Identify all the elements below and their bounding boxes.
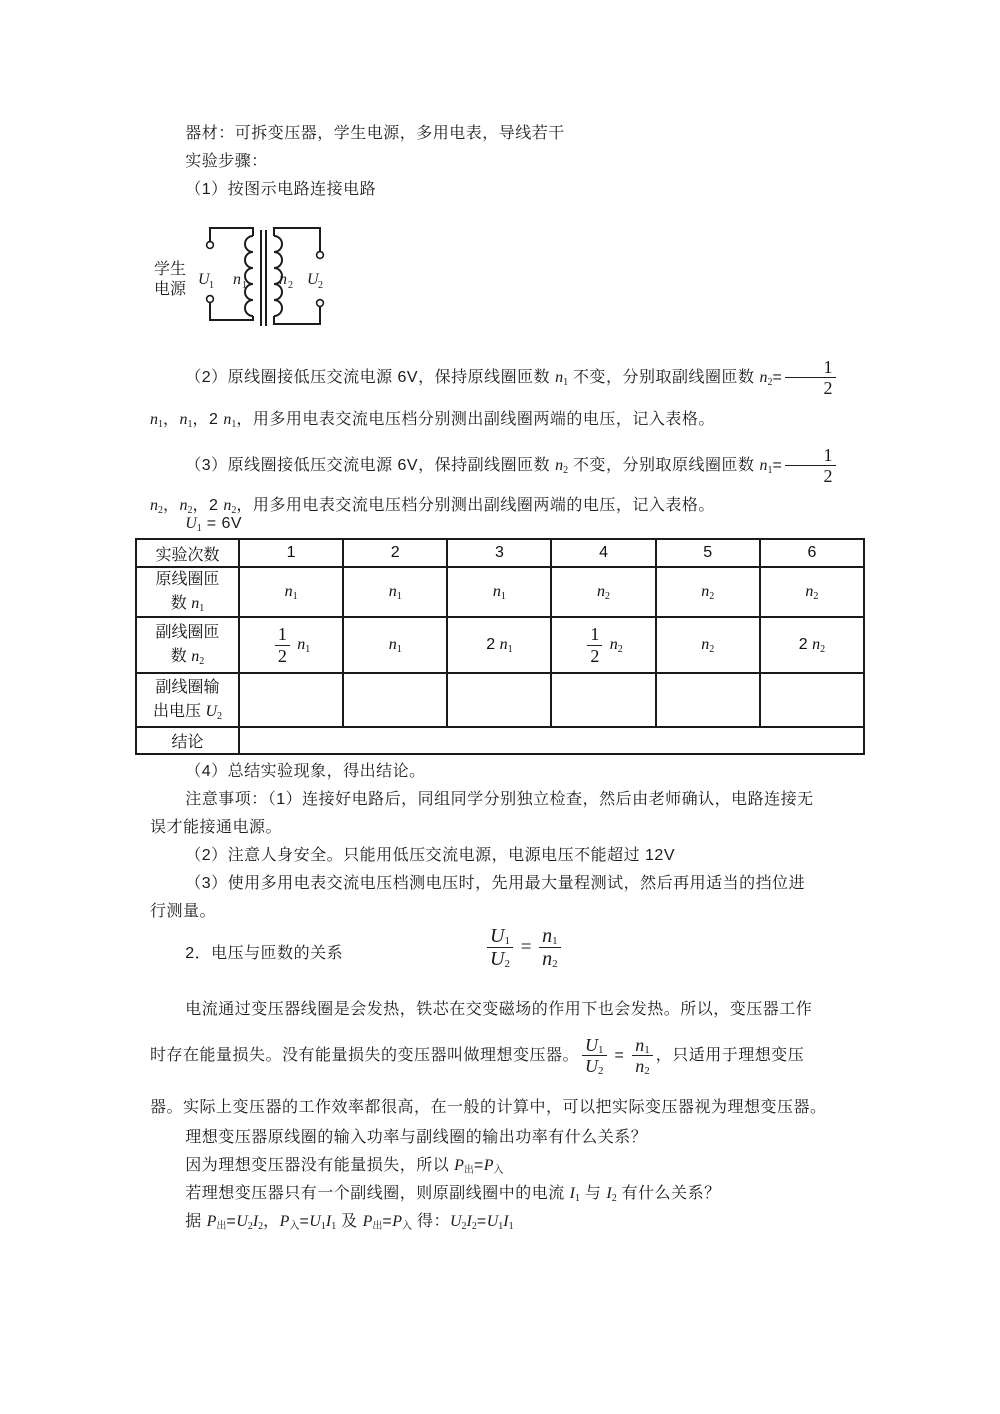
output-voltage-cell-6 xyxy=(760,673,864,727)
iron-core xyxy=(261,230,266,326)
u1-label: U xyxy=(198,271,210,288)
paragraph-heat-line3: 器。实际上变压器的工作效率都很高，在一般的计算中，可以把实际变压器视为理想变压器。 xyxy=(150,1099,827,1116)
paragraph-note1-line2: 误才能接通电源。 xyxy=(150,819,283,836)
paragraph-step2-line1: （2）原线圈接低压交流电源 6V，保持原线圈匝数 $n_1$ 不变，分别取副线圈匝数 $n_2=$ $\frac{1}{2}$ xyxy=(150,356,864,399)
table-row-conclusion xyxy=(136,727,864,754)
output-voltage-cell-1 xyxy=(239,673,343,727)
paragraph-answer-current: 据 $P_出=U_2I_2$，$P_入=U_1I_1$ 及 $P_出=P_入$ 得：$U_2I_2=U_1I_1$ xyxy=(185,1213,514,1232)
paragraph-question-power: 理想变压器原线圈的输入功率与副线圈的输出功率有什么关系？ xyxy=(185,1129,648,1146)
n1-label: n xyxy=(233,271,241,288)
output-voltage-label-line1: 副线圈输 xyxy=(155,679,220,696)
voltage-turns-ratio-formula: $\frac{U_1}{U_2}$ = $\frac{n_1}{n_2}$ xyxy=(484,924,564,972)
header-col-6: 6 xyxy=(760,539,864,567)
wire-bottom-right xyxy=(274,306,320,324)
table-header-row xyxy=(136,539,864,567)
power-supply-label-line1: 学生 xyxy=(154,261,187,278)
paragraph-step1: （1）按图示电路连接电路 xyxy=(185,181,377,198)
paragraph-step3-line1: （3）原线圈接低压交流电源 6V，保持副线圈匝数 $n_2$ 不变，分别取原线圈匝数 $n_1=$ $\frac{1}{2}$ xyxy=(150,444,864,487)
circuit-diagram xyxy=(146,220,356,342)
n1-label-sub: 1 xyxy=(242,280,247,291)
u2-label-sub: 2 xyxy=(318,280,323,291)
n2-label: n xyxy=(279,271,287,288)
output-voltage-cell-3 xyxy=(447,673,551,727)
primary-turns-cell-1: $n_1$ xyxy=(239,567,343,617)
primary-turns-cell-4: $n_2$ xyxy=(551,567,655,617)
terminal-bottom-right xyxy=(317,300,324,307)
table-row-secondary-turns xyxy=(136,617,864,673)
conclusion-cell xyxy=(239,727,864,754)
paragraph-note3-line2: 行测量。 xyxy=(150,903,217,920)
power-supply-label-line2: 电源 xyxy=(154,281,187,298)
secondary-turns-cell-6: 2 $n_2$ xyxy=(760,617,864,673)
header-col-5: 5 xyxy=(656,539,760,567)
secondary-turns-cell-1: $\frac{1}{2}$ $n_1$ xyxy=(239,617,343,673)
header-col-4: 4 xyxy=(551,539,655,567)
n2-label-sub: 2 xyxy=(288,280,293,291)
secondary-turns-label-line2: 数 $n_2$ xyxy=(170,648,205,667)
header-label-cell: 实验次数 xyxy=(136,539,239,567)
primary-turns-cell-5: $n_2$ xyxy=(656,567,760,617)
output-voltage-cell-5 xyxy=(656,673,760,727)
section2-heading: 2．电压与匝数的关系 xyxy=(185,945,344,962)
conclusion-label: 结论 xyxy=(136,727,239,754)
u1-label-sub: 1 xyxy=(209,280,214,291)
primary-turns-cell-2: $n_1$ xyxy=(343,567,447,617)
secondary-turns-cell-3: 2 $n_1$ xyxy=(447,617,551,673)
paragraph-note2: （2）注意人身安全。只能用低压交流电源，电源电压不能超过 12V xyxy=(185,847,676,864)
output-voltage-label xyxy=(136,673,239,727)
secondary-turns-label-line1: 副线圈匝 xyxy=(155,624,220,641)
primary-turns-cell-6: $n_2$ xyxy=(760,567,864,617)
terminal-top-right xyxy=(317,252,324,259)
table-row-primary-turns xyxy=(136,567,864,617)
table-caption-u1: $U_1 = 6V$ xyxy=(185,515,243,534)
primary-turns-cell-3: $n_1$ xyxy=(447,567,551,617)
paragraph-heat-line2: 时存在能量损失。没有能量损失的变压器叫做理想变压器。 $\frac{U_1}{U_2}$ = $\frac{n_1}{n_2}$ ，只适用于理想变压 xyxy=(150,1035,805,1078)
header-col-3: 3 xyxy=(447,539,551,567)
paragraph-heat-line1: 电流通过变压器线圈是会发热，铁芯在交变磁场的作用下也会发热。所以，变压器工作 xyxy=(185,1001,813,1018)
u2-label: U xyxy=(307,271,319,288)
paragraph-step3-line2: $n_2$，$n_2$，2 $n_2$，用多用电表交流电压档分别测出副线圈两端的电压，记入表格。 xyxy=(150,497,715,516)
paragraph-answer-power: 因为理想变压器没有能量损失，所以 $P_出=P_入$ xyxy=(185,1157,504,1176)
paragraph-steps-title: 实验步骤： xyxy=(185,153,268,170)
experiment-table xyxy=(135,538,865,755)
output-voltage-cell-2 xyxy=(343,673,447,727)
terminal-top-left xyxy=(207,242,214,249)
paragraph-question-current: 若理想变压器只有一个副线圈，则原副线圈中的电流 $I_1$ 与 $I_2$ 有什么关系？ xyxy=(185,1185,721,1204)
header-col-2: 2 xyxy=(343,539,447,567)
output-voltage-cell-4 xyxy=(551,673,655,727)
paragraph-step2-line2: $n_1$，$n_1$，2 $n_1$，用多用电表交流电压档分别测出副线圈两端的电压，记入表格。 xyxy=(150,411,715,430)
secondary-turns-cell-4: $\frac{1}{2}$ $n_2$ xyxy=(551,617,655,673)
paragraph-note1-line1: 注意事项：（1）连接好电路后，同组同学分别独立检查，然后由老师确认，电路连接无 xyxy=(185,791,814,808)
primary-coil xyxy=(245,236,253,316)
output-voltage-label-line2: 出电压 $U_2$ xyxy=(152,703,222,722)
secondary-turns-cell-2: $n_1$ xyxy=(343,617,447,673)
primary-turns-label-line2: 数 $n_1$ xyxy=(170,595,205,614)
table-row-output-voltage xyxy=(136,673,864,727)
primary-turns-label xyxy=(136,567,239,617)
secondary-turns-cell-5: $n_2$ xyxy=(656,617,760,673)
secondary-turns-label xyxy=(136,617,239,673)
paragraph-equipment: 器材：可拆变压器，学生电源，多用电表，导线若干 xyxy=(185,125,565,142)
header-col-1: 1 xyxy=(239,539,343,567)
paragraph-step4: （4）总结实验现象，得出结论。 xyxy=(185,763,426,780)
terminal-bottom-left xyxy=(207,296,214,303)
paragraph-note3-line1: （3）使用多用电表交流电压档测电压时，先用最大量程测试，然后再用适当的挡位进 xyxy=(185,875,806,892)
primary-turns-label-line1: 原线圈匝 xyxy=(155,571,220,588)
